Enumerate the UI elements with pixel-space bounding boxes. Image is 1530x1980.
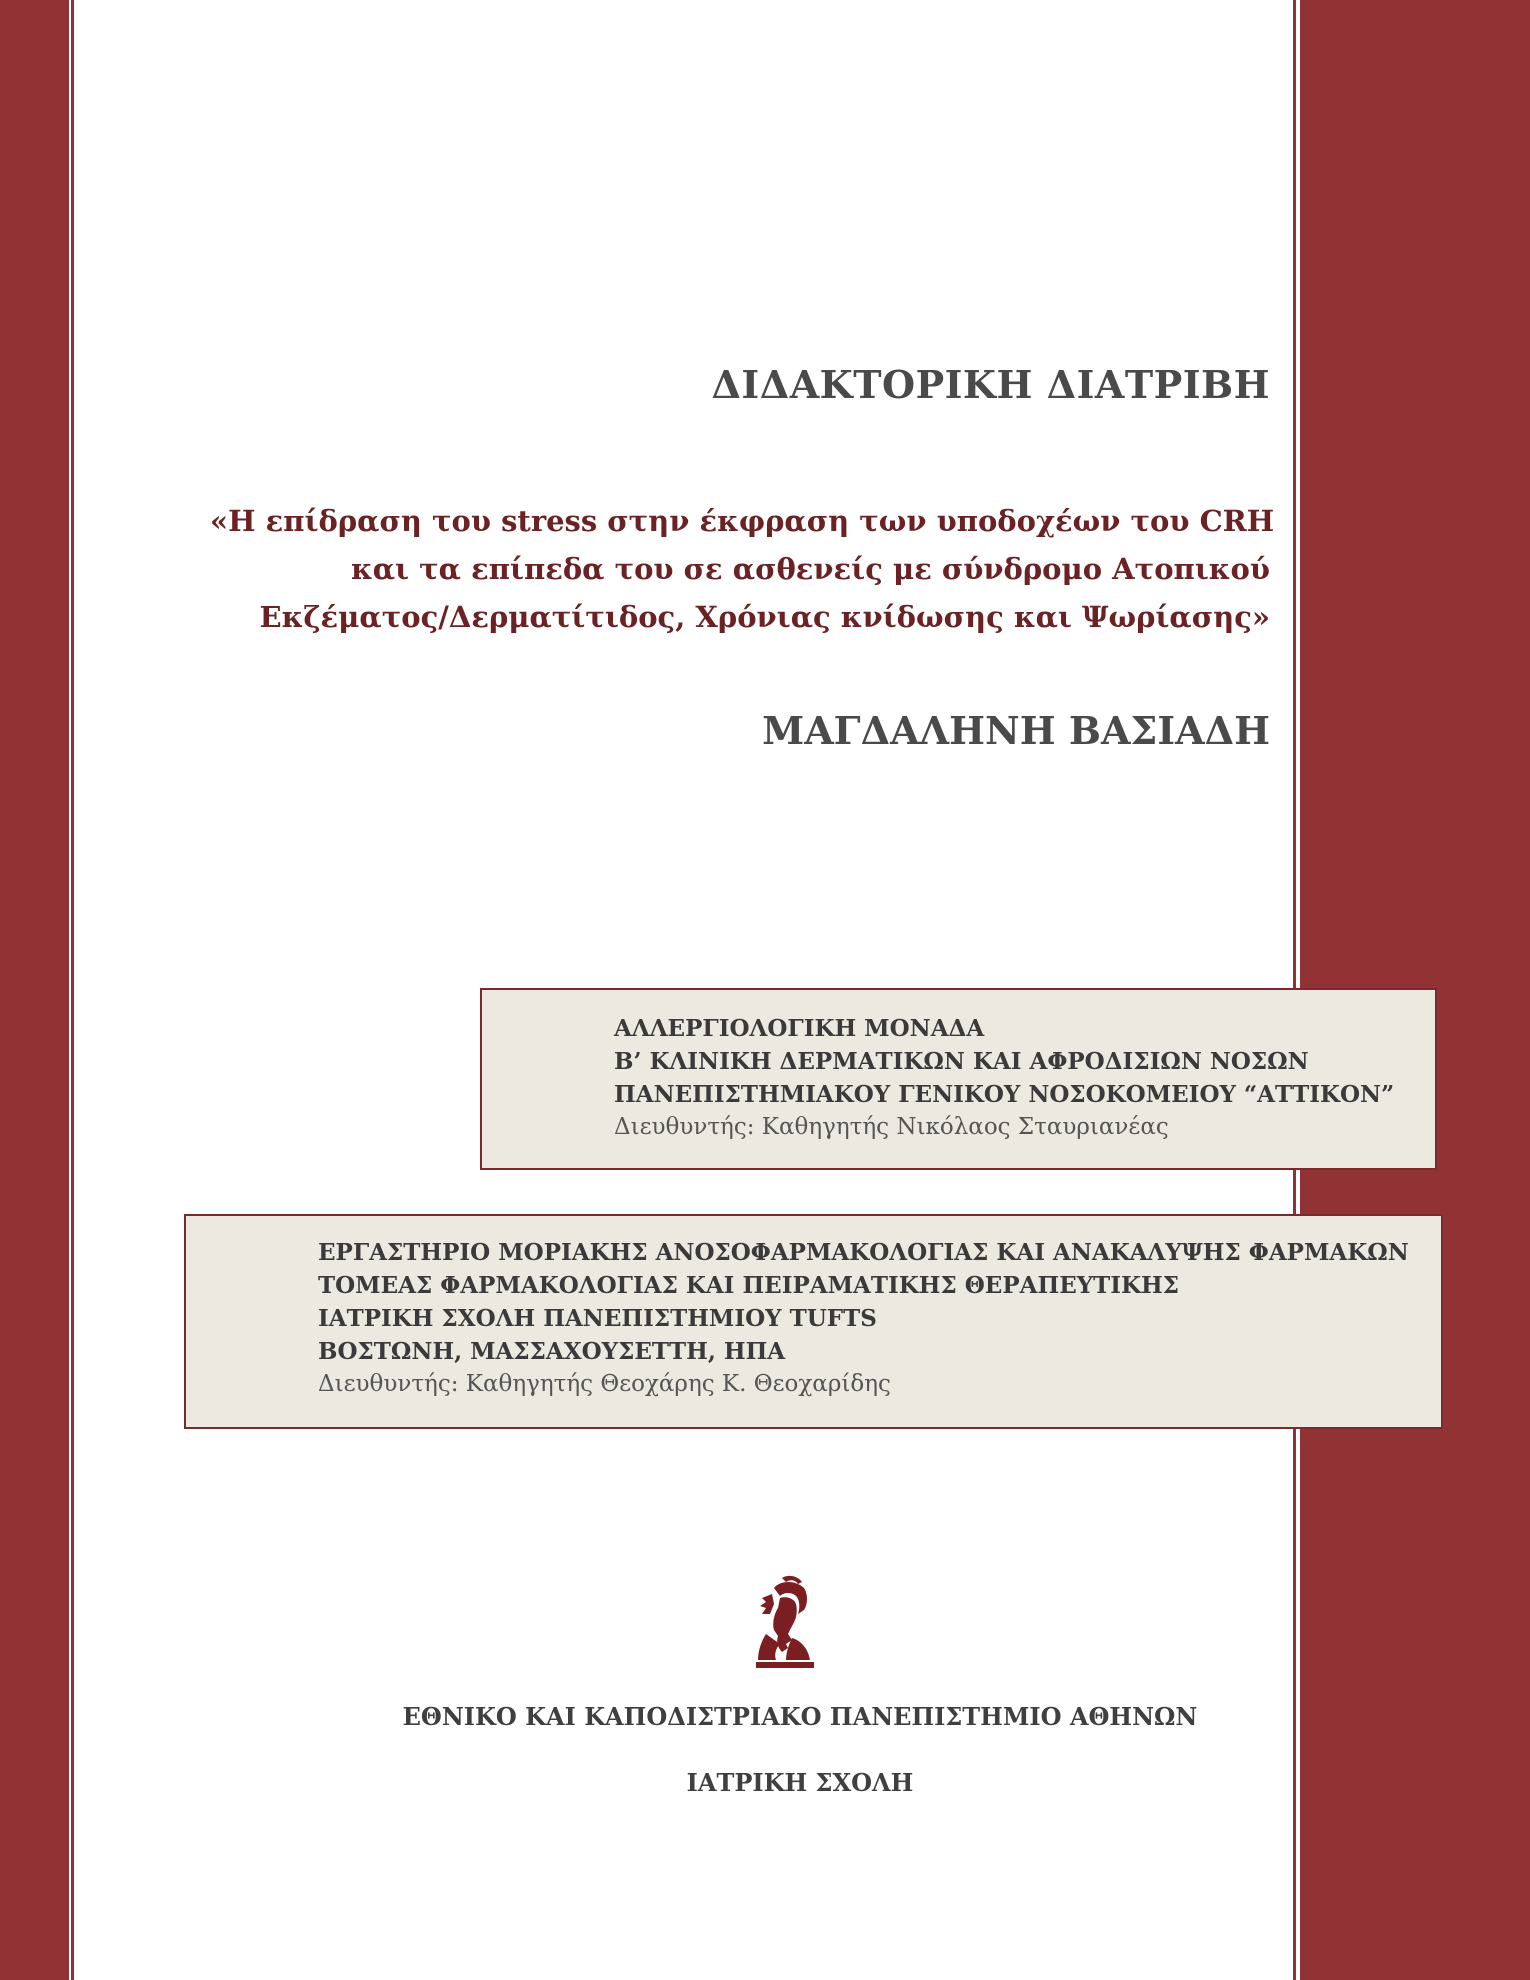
pharmacology-lab-box (184, 1214, 1443, 1429)
thesis-title-line: και τα επίπεδα του σε ασθενείς με σύνδρομο Ατοπικού (350, 552, 1270, 586)
lab-director: Διευθυντής: Καθηγητής Θεοχάρης Κ. Θεοχαρίδης (318, 1371, 891, 1397)
thesis-title-line: «Η επίδραση του stress στην έκφραση των υποδοχέων του CRH (210, 504, 1275, 538)
left-border-line (71, 0, 74, 1980)
author-name: ΜΑΓΔΑΛΗΝΗ ΒΑΣΙΑΔΗ (762, 708, 1270, 753)
allergology-unit-box (480, 988, 1437, 1170)
lab-line: ΒΟΣΤΩΝΗ, ΜΑΣΣΑΧΟΥΣΕΤΤΗ, ΗΠΑ (318, 1338, 786, 1365)
unit-line: Β’ ΚΛΙΝΙΚΗ ΔΕΡΜΑΤΙΚΩΝ ΚΑΙ ΑΦΡΟΔΙΣΙΩΝ ΝΟΣΩΝ (614, 1048, 1309, 1075)
university-name: ΕΘΝΙΚΟ ΚΑΙ ΚΑΠΟΔΙΣΤΡΙΑΚΟ ΠΑΝΕΠΙΣΤΗΜΙΟ ΑΘΗΝΩΝ (402, 1702, 1198, 1731)
thesis-title (210, 497, 1275, 641)
lab-line: ΕΡΓΑΣΤΗΡΙΟ ΜΟΡΙΑΚΗΣ ΑΝΟΣΟΦΑΡΜΑΚΟΛΟΓΙΑΣ ΚΑΙ ΑΝΑΚΑΛΥΨΗΣ ΦΑΡΜΑΚΩΝ (318, 1239, 1409, 1266)
athena-head-emblem-icon (752, 1574, 818, 1670)
school-name: ΙΑΤΡΙΚΗ ΣΧΟΛΗ (686, 1768, 914, 1797)
lab-line: ΤΟΜΕΑΣ ΦΑΡΜΑΚΟΛΟΓΙΑΣ ΚΑΙ ΠΕΙΡΑΜΑΤΙΚΗΣ ΘΕΡΑΠΕΥΤΙΚΗΣ (318, 1272, 1179, 1299)
thesis-title-line: Εκζέματος/Δερματίτιδος, Χρόνιας κνίδωσης και Ψωρίασης» (259, 600, 1270, 634)
lab-line: ΙΑΤΡΙΚΗ ΣΧΟΛΗ ΠΑΝΕΠΙΣΤΗΜΙΟΥ TUFTS (318, 1305, 877, 1332)
document-type-heading: ΔΙΔΑΚΤΟΡΙΚΗ ΔΙΑΤΡΙΒΗ (711, 362, 1270, 407)
unit-line: ΑΛΛΕΡΓΙΟΛΟΓΙΚΗ ΜΟΝΑΔΑ (614, 1015, 985, 1042)
left-border-bar (0, 0, 69, 1980)
unit-line: ΠΑΝΕΠΙΣΤΗΜΙΑΚΟΥ ΓΕΝΙΚΟΥ ΝΟΣΟΚΟΜΕΙΟΥ “ΑΤΤΙΚΟΝ” (614, 1081, 1395, 1108)
unit-director: Διευθυντής: Καθηγητής Νικόλαος Σταυριανέας (614, 1114, 1169, 1140)
